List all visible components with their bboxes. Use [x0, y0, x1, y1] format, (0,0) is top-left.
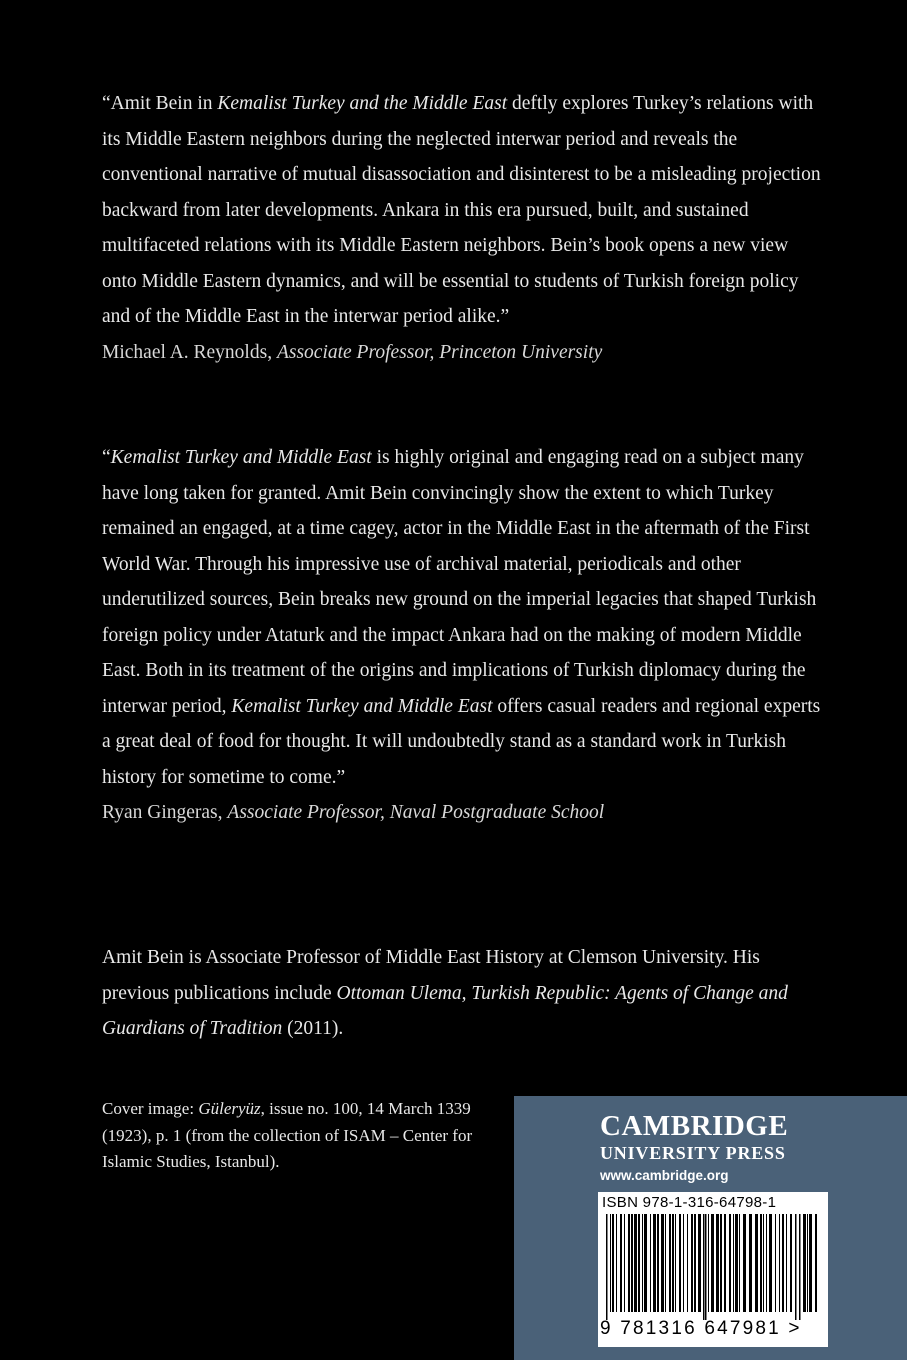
quote-reynolds-text: “Amit Bein in Kemalist Turkey and the Middle East deftly explores Turkey’s relations with its Middle Eastern neighbors during the neglected interwar period and reveals the conventional narrative of mutual disassociation and disinterest to be a misleading projection backward from later developments. Ankara in this era pursued, built, and sustained multifaceted relations with its Middle Eastern neighbors. Bein’s book opens a new view onto Middle Eastern dynamics, and will be essential to students of Turkish foreign policy and of the Middle East in the interwar period alike.” — [102, 93, 821, 327]
barcode-bar — [683, 1214, 684, 1312]
barcode-bar — [815, 1214, 817, 1312]
barcode-bar — [749, 1214, 752, 1312]
isbn-number: ISBN 978-1-316-64798-1 — [602, 1194, 777, 1211]
barcode-bar — [644, 1214, 647, 1312]
quote-gingeras-attribution: Ryan Gingeras, Associate Professor, Naval Postgraduate School — [102, 802, 605, 823]
barcode-bar — [705, 1214, 707, 1320]
quote-reynolds — [102, 86, 822, 370]
cover-image-credit: Cover image: Güleryüz, issue no. 100, 14 March 1339 (1923), p. 1 (from the collection of ISAM – Center for Islamic Studies, Istanbul). — [102, 1099, 473, 1171]
barcode-bar — [634, 1214, 637, 1312]
barcode-bar — [724, 1214, 726, 1312]
barcode-bar — [790, 1214, 792, 1312]
author-bio — [102, 940, 822, 1047]
barcode-bar — [733, 1214, 734, 1312]
barcode-bar — [782, 1214, 784, 1312]
barcode-bar — [708, 1214, 709, 1312]
barcode-bar — [698, 1214, 701, 1312]
barcode-bar — [606, 1214, 608, 1320]
barcode-bar — [711, 1214, 714, 1312]
publisher-website: www.cambridge.org — [600, 1168, 729, 1183]
barcode-bar — [616, 1214, 617, 1312]
quote-reynolds-attribution: Michael A. Reynolds, Associate Professor, Princeton University — [102, 341, 603, 363]
barcode-bar — [624, 1214, 625, 1312]
barcode-digits: 9 781316 647981 > — [600, 1318, 802, 1339]
barcode-bar — [743, 1214, 746, 1312]
book-title: Kemalist Turkey and the Middle East — [217, 93, 508, 114]
barcode-bar — [703, 1214, 705, 1320]
book-title: Kemalist Turkey and Middle East — [231, 695, 493, 717]
barcode-bar — [760, 1214, 762, 1312]
barcode-bar — [679, 1214, 681, 1312]
barcode-bar — [803, 1214, 806, 1312]
barcode-bar — [735, 1214, 738, 1312]
barcode-bar — [763, 1214, 764, 1312]
barcode-bar — [657, 1214, 659, 1312]
barcode-bar — [610, 1214, 611, 1312]
barcode-bar — [650, 1214, 651, 1312]
barcode-bar — [739, 1214, 740, 1312]
quote-gingeras — [102, 440, 822, 831]
barcode-bar — [755, 1214, 758, 1312]
barcode-bar — [766, 1214, 767, 1312]
author-bio-text: Amit Bein is Associate Professor of Middle East History at Clemson University. His previous publications include Ottoman Ulema, Turkish Republic: Agents of Change and Guardians of Tradition (2011). — [102, 947, 788, 1039]
barcode-bar — [795, 1214, 797, 1320]
barcode-bar — [775, 1214, 776, 1312]
barcode-bar — [669, 1214, 671, 1312]
publisher-panel — [514, 1096, 907, 1360]
barcode-bar — [809, 1214, 812, 1312]
barcode-bar — [694, 1214, 696, 1312]
barcode-bar — [631, 1214, 633, 1312]
barcode-bar — [691, 1214, 693, 1312]
publisher-subname: UNIVERSITY PRESS — [600, 1143, 786, 1163]
barcode-bar — [769, 1214, 772, 1312]
barcode-bar — [638, 1214, 640, 1312]
book-title: Kemalist Turkey and Middle East — [110, 447, 372, 468]
barcode-bar — [799, 1214, 801, 1320]
barcode-bar — [687, 1214, 688, 1312]
barcode-bar — [675, 1214, 676, 1312]
barcode-bar — [720, 1214, 722, 1312]
barcode-bar — [729, 1214, 731, 1312]
barcode-bar — [620, 1214, 622, 1312]
barcode-bar — [628, 1214, 630, 1312]
barcode-bar — [653, 1214, 656, 1312]
barcode-bar — [661, 1214, 664, 1312]
barcode-bar — [779, 1214, 780, 1312]
publisher-name: CAMBRIDGE — [600, 1110, 789, 1142]
barcode-bar — [807, 1214, 808, 1312]
barcode-label — [598, 1192, 828, 1347]
previous-book-title: Ottoman Ulema, Turkish Republic: Agents of Change and Guardians of Tradition — [102, 982, 788, 1039]
barcode-bar — [665, 1214, 666, 1312]
barcode-bar — [672, 1214, 674, 1312]
quote-gingeras-text: “Kemalist Turkey and Middle East is highly original and engaging read on a subject many have long taken for granted. Amit Bein convincingly show the extent to which Turkey remained an engaged, at a time cagey, actor in the Middle East in the aftermath of the First World War. Through his impressive use of archival material, periodicals and other underutilized sources, Bein breaks new ground on the imperial legacies that shaped Turkish foreign policy under Ataturk and the impact Ankara had on the making of modern Middle East. Both in its treatment of the origins and implications of Turkish diplomacy during the interwar period, Kemalist Turkey and Middle East offers casual readers and regional experts a great deal of food for thought. It will undoubtedly stand as a standard work in Turkish history for sometime to come.” — [102, 447, 821, 788]
barcode-bar — [612, 1214, 614, 1312]
barcode-bar — [786, 1214, 787, 1312]
barcode-bar — [716, 1214, 719, 1312]
barcode-bar — [642, 1214, 643, 1312]
barcode-icon — [602, 1214, 820, 1320]
